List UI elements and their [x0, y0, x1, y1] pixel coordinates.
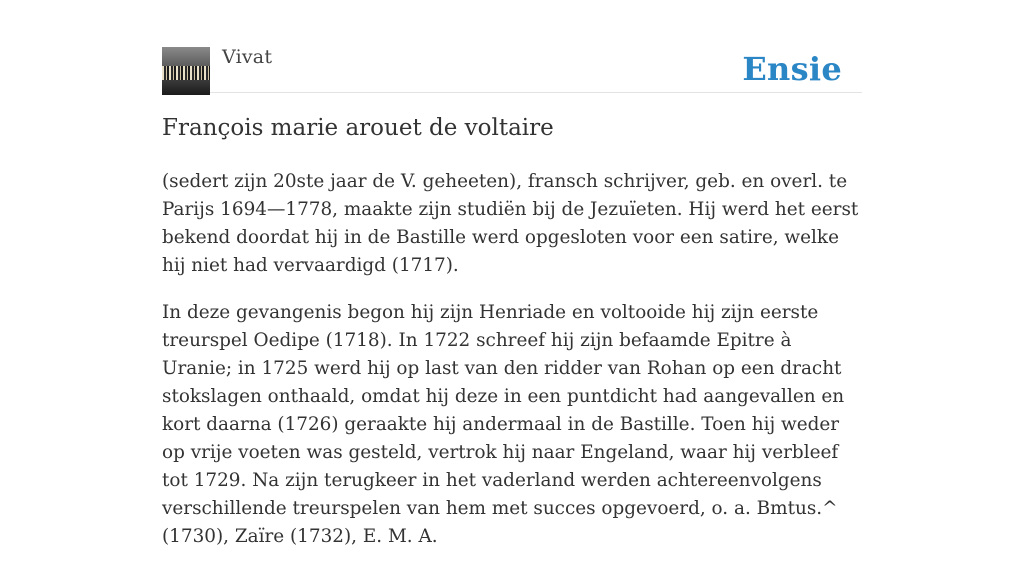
page-container: [162, 0, 862, 547]
author-name[interactable]: Vivat: [222, 46, 273, 68]
bookshelf-avatar-icon: [162, 47, 210, 67]
books-row: [162, 66, 210, 80]
shelf-base: [162, 80, 210, 95]
paragraph: In deze gevangenis begon hij zijn Henriade en voltooide hij zijn eerste treurspel Oedipe (1718). In 1722 schreef hij zijn befaamde Epitre à Uranie; in 1725 werd hij op last van den ridder van Rohan op een dracht stokslagen onthaald, omdat hij deze in een puntdicht had aangevallen en kort daarna (1726) geraakte hij andermaal in de Bastille. Toen hij weder op vrije voeten was gesteld, vertrok hij naar Engeland, waar hij verbleef tot 1729. Na zijn terugkeer in het vaderland werden achtereenvolgens verschillende treurspelen van hem met succes opgevoerd, o. a. Bmtus.^ (1730), Zaïre (1732), E. M. A.: [162, 302, 845, 547]
brand-logo[interactable]: Ensie: [742, 50, 842, 88]
author-avatar[interactable]: [162, 47, 210, 95]
paragraph: (sedert zijn 20ste jaar de V. geheeten), fransch schrijver, geb. en overl. te Parijs 1694—1778, maakte zijn studiën bij de Jezuïeten. Hij werd het eerst bekend doordat hij in de Bastille werd opgesloten voor een satire, welke hij niet had vervaardigd (1717).: [162, 171, 859, 276]
article-body: [162, 168, 862, 570]
article-title: François marie arouet de voltaire: [162, 115, 554, 141]
header: [162, 0, 862, 93]
